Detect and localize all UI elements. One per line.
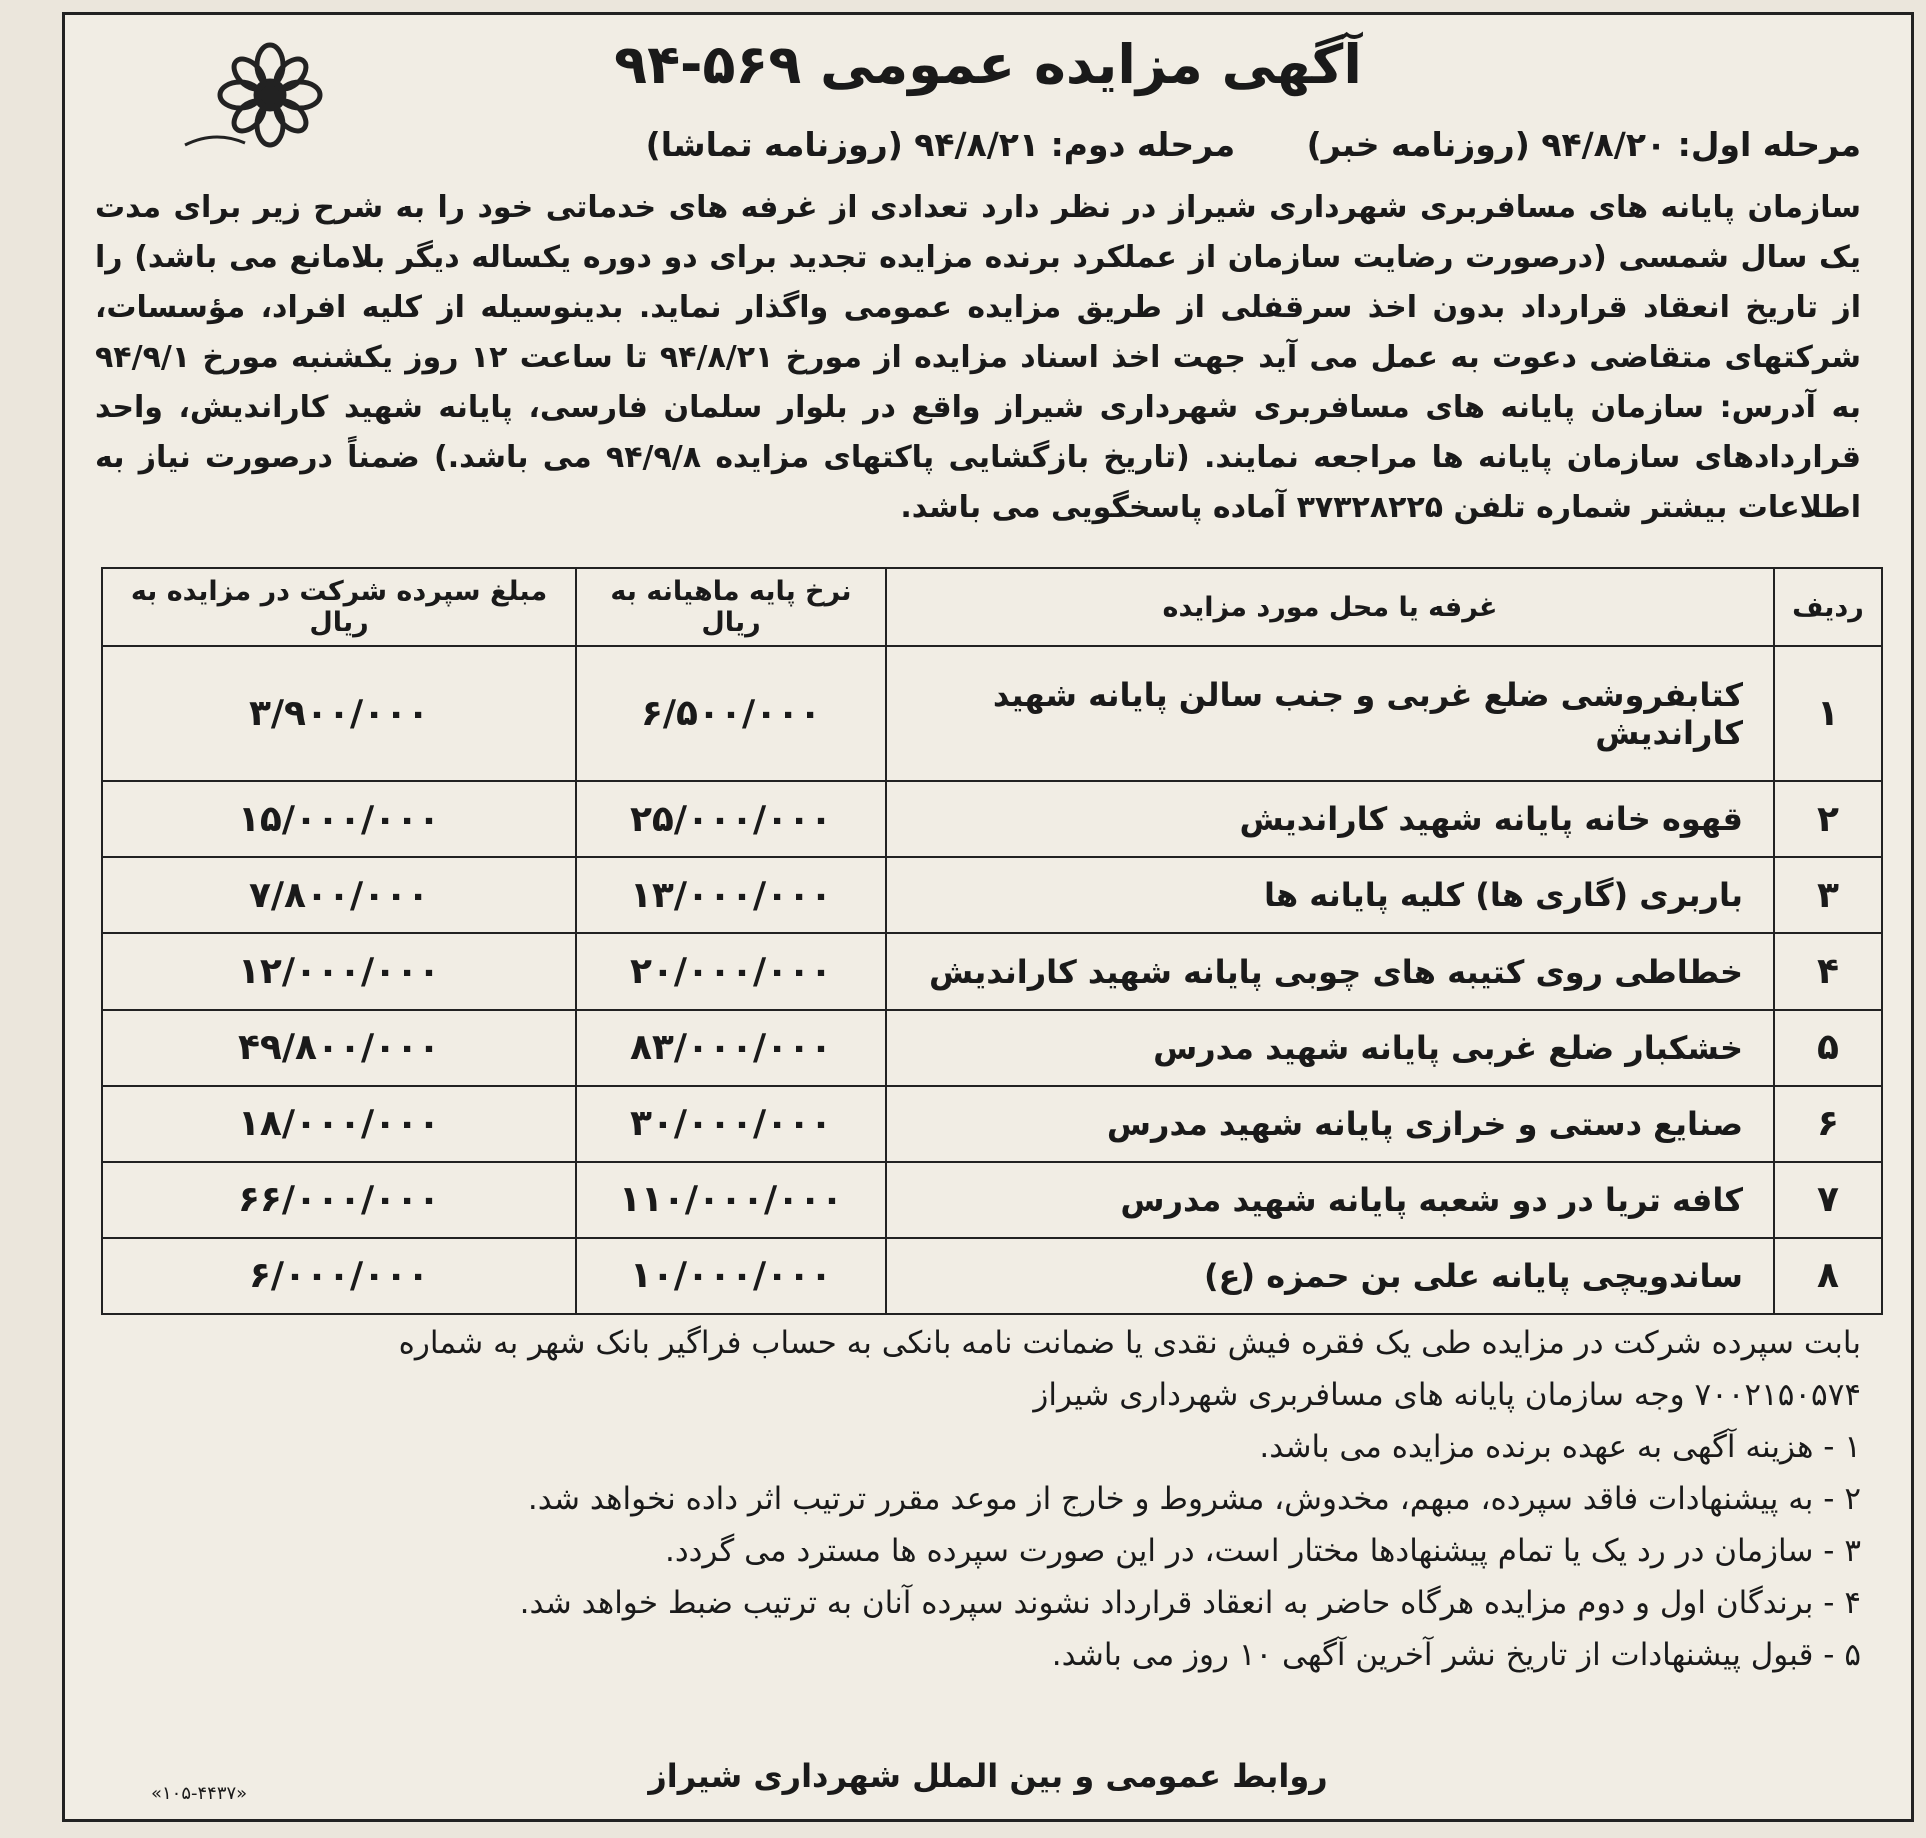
ad-code: «۱۰۵-۴۴۳۷» [151,1783,248,1804]
row-place: قهوه خانه پایانه شهید کاراندیش [886,781,1774,857]
table-row [102,646,1882,781]
stage-first: مرحله اول: ۹۴/۸/۲۰ (روزنامه خبر) [1306,125,1861,164]
row-place: خشکبار ضلع غربی پایانه شهید مدرس [886,1010,1774,1086]
header-rate: نرخ پایه ماهیانه به ریال [576,568,886,646]
header-row-number: ردیف [1774,568,1882,646]
table-header-row [102,568,1882,646]
row-place: خطاطی روی کتیبه های چوبی پایانه شهید کاراندیش [886,933,1774,1009]
deposit-note-line-2: ۷۰۰۲۱۵۰۵۷۴ وجه سازمان پایانه های مسافربری شهرداری شیراز [1033,1377,1861,1413]
intro-paragraph: سازمان پایانه های مسافربری شهرداری شیراز در نظر دارد تعدادی از غرفه های خدماتی خود را به شرح زیر برای مدت یک سال شمسی (درصورت رضایت سازمان از عملکرد برنده مزایده تجدید برای دو دوره یکساله دیگر بلامانع می باشد) را از تاریخ انعقاد قرارداد بدون اخذ سرقفلی از طریق مزایده عمومی واگذار نماید. بدینوسیله از کلیه افراد، مؤسسات، شرکتهای متقاضی دعوت به عمل می آید جهت اخذ اسناد مزایده از مورخ ۹۴/۸/۲۱ تا ساعت ۱۲ روز یکشنبه مورخ ۹۴/۹/۱ به آدرس: سازمان پایانه های مسافربری شهرداری شیراز واقع در بلوار سلمان فارسی، پایانه شهید کاراندیش، واحد قراردادهای سازمان پایانه ها مراجعه نمایند. (تاریخ بازگشایی پاکتهای مزایده ۹۴/۹/۸ می باشد.) ضمناً درصورت نیاز به اطلاعات بیشتر شماره تلفن ۳۷۳۲۸۲۲۵ آماده پاسخگویی می باشد. [95,190,1861,525]
row-number: ۵ [1774,1010,1882,1086]
row-number: ۱ [1774,646,1882,781]
stage-second: مرحله دوم: ۹۴/۸/۲۱ (روزنامه تماشا) [645,125,1236,164]
row-place: صنایع دستی و خرازی پایانه شهید مدرس [886,1086,1774,1162]
table-row [102,1238,1882,1314]
table-row [102,933,1882,1009]
row-deposit: ۶۶/۰۰۰/۰۰۰ [102,1162,576,1238]
row-rate: ۲۵/۰۰۰/۰۰۰ [576,781,886,857]
row-deposit: ۱۵/۰۰۰/۰۰۰ [102,781,576,857]
row-deposit: ۱۸/۰۰۰/۰۰۰ [102,1086,576,1162]
publication-stages [365,125,1861,164]
row-number: ۲ [1774,781,1882,857]
table-row [102,1086,1882,1162]
header-place: غرفه یا محل مورد مزایده [886,568,1774,646]
notice-frame [62,12,1914,1822]
condition-3: ۳ - سازمان در رد یک یا تمام پیشنهادها مختار است، در این صورت سپرده ها مسترد می گردد. [664,1533,1861,1569]
condition-2: ۲ - به پیشنهادات فاقد سپرده، مبهم، مخدوش، مشروط و خارج از موعد مقرر ترتیب اثر داده نخواهد شد. [527,1481,1861,1517]
deposit-note-line-1: بابت سپرده شرکت در مزایده طی یک فقره فیش نقدی یا ضمانت نامه بانکی به حساب فراگیر بانک شهر به شماره [398,1325,1861,1361]
row-place: کتابفروشی ضلع غربی و جنب سالن پایانه شهید کاراندیش [886,646,1774,781]
table-row [102,1162,1882,1238]
table-row [102,1010,1882,1086]
row-deposit: ۷/۸۰۰/۰۰۰ [102,857,576,933]
row-rate: ۱۰/۰۰۰/۰۰۰ [576,1238,886,1314]
condition-4: ۴ - برندگان اول و دوم مزایده هرگاه حاضر به انعقاد قرارداد نشوند سپرده آنان به ترتیب ضبط خواهد شد. [519,1585,1861,1621]
row-rate: ۱۱۰/۰۰۰/۰۰۰ [576,1162,886,1238]
row-rate: ۸۳/۰۰۰/۰۰۰ [576,1010,886,1086]
row-deposit: ۴۹/۸۰۰/۰۰۰ [102,1010,576,1086]
row-rate: ۶/۵۰۰/۰۰۰ [576,646,886,781]
row-number: ۴ [1774,933,1882,1009]
row-number: ۶ [1774,1086,1882,1162]
row-deposit: ۱۲/۰۰۰/۰۰۰ [102,933,576,1009]
signature: روابط عمومی و بین الملل شهرداری شیراز [648,1757,1328,1795]
auction-items-table [101,567,1883,1315]
row-place: باربری (گاری ها) کلیه پایانه ها [886,857,1774,933]
row-rate: ۱۳/۰۰۰/۰۰۰ [576,857,886,933]
notice-title: آگهی مزایده عمومی ۵۶۹-۹۴ [614,33,1362,96]
row-number: ۳ [1774,857,1882,933]
row-rate: ۲۰/۰۰۰/۰۰۰ [576,933,886,1009]
row-deposit: ۳/۹۰۰/۰۰۰ [102,646,576,781]
row-place: ساندویچی پایانه علی بن حمزه (ع) [886,1238,1774,1314]
row-number: ۸ [1774,1238,1882,1314]
row-rate: ۳۰/۰۰۰/۰۰۰ [576,1086,886,1162]
table-row [102,781,1882,857]
condition-5: ۵ - قبول پیشنهادات از تاریخ نشر آخرین آگهی ۱۰ روز می باشد. [1051,1637,1861,1673]
row-place: کافه تریا در دو شعبه پایانه شهید مدرس [886,1162,1774,1238]
header-deposit: مبلغ سپرده شرکت در مزایده به ریال [102,568,576,646]
notes-section [101,1317,1861,1681]
row-deposit: ۶/۰۰۰/۰۰۰ [102,1238,576,1314]
row-number: ۷ [1774,1162,1882,1238]
condition-1: ۱ - هزینه آگهی به عهده برنده مزایده می باشد. [1259,1429,1861,1465]
table-row [102,857,1882,933]
